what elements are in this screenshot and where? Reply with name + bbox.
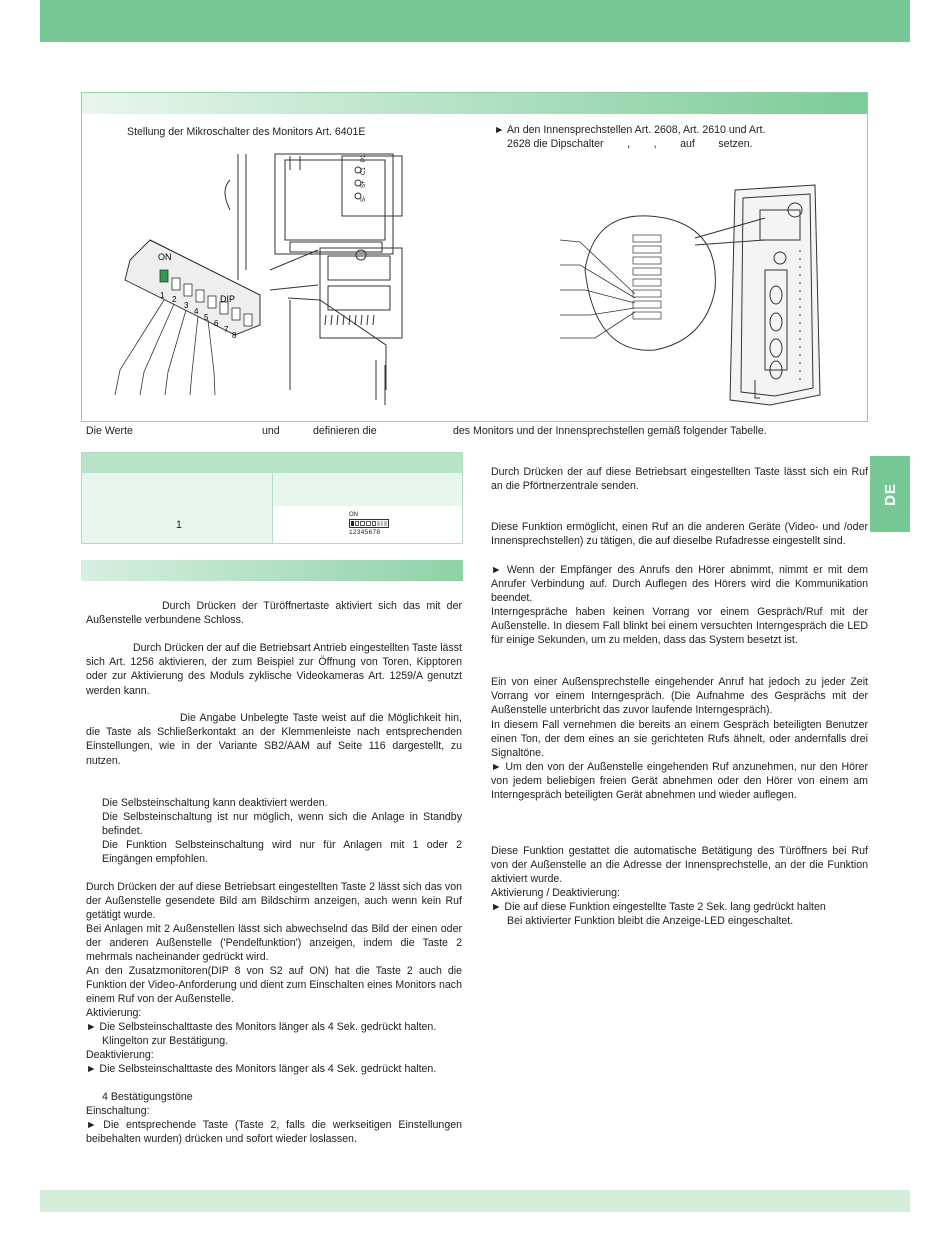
right-bullet-3-note: Bei aktivierter Funktion bleibt die Anzeige-LED eingeschaltet.	[507, 915, 794, 927]
right-paragraph-7: Aktivierung / Deaktivierung:	[491, 887, 620, 899]
table-value: 1	[176, 519, 182, 531]
left-paragraph-2: Durch Drücken der auf die Betriebsart Antrieb eingestellten Taste lässt sich Art. 1256 aktivieren, der zum Beispiel zur Öffnung von Toren, Kipptoren oder zur Aktivierung des Moduls zyklische Videokameras Art. 1259/A genutzt werden kann.	[86, 642, 462, 697]
left-note-2: Die Selbsteinschaltung ist nur möglich, wenn sich die Anlage in Standby befindet.	[102, 811, 462, 838]
dip-number-3: 3	[184, 301, 189, 310]
values-line-part4: des Monitors und der Innensprechstellen gemäß folgender Tabelle.	[453, 425, 767, 437]
table-dip-on: ON	[349, 512, 358, 518]
language-tab-label: DE	[881, 482, 899, 506]
switch-on-label: Einschaltung:	[86, 1105, 150, 1117]
right-paragraph-5: In diesem Fall vernehmen die bereits an einem Gespräch beteiligten Benutzer einen Ton, der dem eines an sie gerichteten Rufs ähnelt, oder andernfalls drei Signaltöne.	[491, 719, 868, 760]
table-divider	[272, 473, 273, 544]
deactivation-label: Deaktivierung:	[86, 1049, 154, 1061]
right-paragraph-6: Diese Funktion gestattet die automatische Betätigung des Türöffners bei Ruf von der Außenstelle an die Adresse der Innensprechstelle, an der die Funktion aktiviert wurde.	[491, 845, 868, 886]
right-figure-caption-1: ► An den Innensprechstellen Art. 2608, Art. 2610 und Art.	[494, 124, 766, 136]
top-bar	[40, 0, 910, 42]
left-paragraph-1: Durch Drücken der Türöffnertaste aktiviert sich das mit der Außenstelle verbundene Schloss.	[86, 600, 462, 627]
intercom-dip-illustration	[555, 150, 840, 420]
switch-on-step-1: ► Die entsprechende Taste (Taste 2, falls die werkseitigen Einstellungen beibehalten wurden) drücken und sofort wieder loslassen.	[86, 1119, 462, 1146]
values-line-part3: definieren die	[313, 425, 377, 437]
left-note-3: Die Funktion Selbsteinschaltung wird nur für Anlagen mit 1 oder 2 Eingängen empfohlen.	[102, 839, 462, 866]
table-dip-digits: 12345678	[349, 529, 381, 536]
left-note-1: Die Selbsteinschaltung kann deaktiviert werden.	[102, 797, 328, 809]
left-figure-caption: Stellung der Mikroschalter des Monitors Art. 6401E	[127, 126, 366, 138]
monitor-dip-illustration	[110, 150, 410, 420]
bottom-bar	[40, 1190, 910, 1212]
deactivation-step-1: ► Die Selbsteinschalttaste des Monitors länger als 4 Sek. gedrückt halten.	[86, 1063, 437, 1075]
right-bullet-1: ► Wenn der Empfänger des Anrufs den Hörer abnimmt, nimmt er mit dem Anrufer Verbindung auf. Durch Auflegen des Hörers wird die Kommunikation beendet.	[491, 564, 868, 605]
left-paragraph-5: Bei Anlagen mit 2 Außenstellen lässt sich abwechselnd das Bild der einen oder der anderen Außenstelle ('Pendelfunktion') anzeigen, indem die Taste 2 mehrmals nacheinander gedrückt wird.	[86, 923, 462, 964]
right-bullet-2: ► Um den von der Außenstelle eingehenden Ruf anzunehmen, nur den Hörer von jedem beliebigen freien Gerät abnehmen oder den Hörer von einem am Interngespräch beteiligten Gerät abnehmen und wieder auflegen.	[491, 761, 868, 802]
activation-step-1: ► Die Selbsteinschalttaste des Monitors länger als 4 Sek. gedrückt halten.	[86, 1021, 437, 1033]
left-paragraph-4: Durch Drücken der auf diese Betriebsart eingestellten Taste 2 lässt sich das von der Außenstelle gesendete Bild am Bildschirm anzeigen, auch wenn kein Ruf getätigt wurde.	[86, 881, 462, 922]
right-paragraph-2: Diese Funktion ermöglicht, einen Ruf an die anderen Geräte (Video- und /oder Innensprechstellen) zu tätigen, die auf dieselbe Rufadresse eingestellt sind.	[491, 521, 868, 548]
dip-number-4: 4	[194, 307, 199, 316]
terminal-label-p1: P1	[361, 154, 367, 162]
terminal-label-s-plus: S+	[361, 180, 367, 188]
right-paragraph-1: Durch Drücken der auf diese Betriebsart eingestellten Taste lässt sich ein Ruf an die Pförtnerzentrale senden.	[491, 466, 868, 493]
language-tab	[870, 456, 910, 532]
activation-step-2: Klingelton zur Bestätigung.	[102, 1035, 229, 1047]
right-figure-caption-2: 2628 die Dipschalter , , auf setzen.	[507, 138, 753, 150]
dip-number-8: 8	[232, 331, 237, 340]
dip-number-1: 1	[160, 291, 165, 300]
section-header-bar	[81, 560, 463, 581]
dip-label: DIP	[220, 294, 236, 304]
dip-number-7: 7	[224, 325, 229, 334]
right-paragraph-3: Interngespräche haben keinen Vorrang vor einem Gespräch/Ruf mit der Außenstelle. In diesem Fall blinkt bei einem versuchten Interngespräch die LED für einige Sekunden, um zu melden, dass das System besetzt ist.	[491, 606, 868, 647]
terminal-label-c1: C1	[361, 167, 367, 175]
dip-on-label: ON	[158, 252, 172, 262]
values-line-part2: und	[262, 425, 280, 437]
dip-number-6: 6	[214, 319, 219, 328]
right-paragraph-4: Ein von einer Außensprechstelle eingehender Anruf hat jedoch zu jeder Zeit Vorrang vor einem Interngespräch. (Die Aufnahme des Gesprächs mit der Außenstelle unterbricht das zuvor laufende Interngespräch).	[491, 676, 868, 717]
dip-number-2: 2	[172, 295, 177, 304]
dip-number-5: 5	[204, 313, 209, 322]
terminal-label-s-minus: S-	[361, 196, 367, 202]
activation-label: Aktivierung:	[86, 1007, 142, 1019]
left-paragraph-3: Die Angabe Unbelegte Taste weist auf die Möglichkeit hin, die Taste als Schließerkontakt an der Klemmenleiste nach entsprechenden Einstellungen, wie in der Variante SB2/AAM auf Seite 116 dargestellt, zu nutzen.	[86, 712, 462, 767]
deactivation-step-2: 4 Bestätigungstöne	[102, 1091, 193, 1103]
table-dip-switch-icon	[347, 512, 391, 538]
right-bullet-3: ► Die auf diese Funktion eingestellte Taste 2 Sek. lang gedrückt halten	[491, 901, 826, 913]
values-line-part1: Die Werte	[86, 425, 133, 437]
left-paragraph-6: An den Zusatzmonitoren(DIP 8 von S2 auf ON) hat die Taste 2 auch die Funktion der Video-Anforderung und dient zum Einschalten eines Monitors nach einem Ruf von der Außenstelle.	[86, 965, 462, 1006]
